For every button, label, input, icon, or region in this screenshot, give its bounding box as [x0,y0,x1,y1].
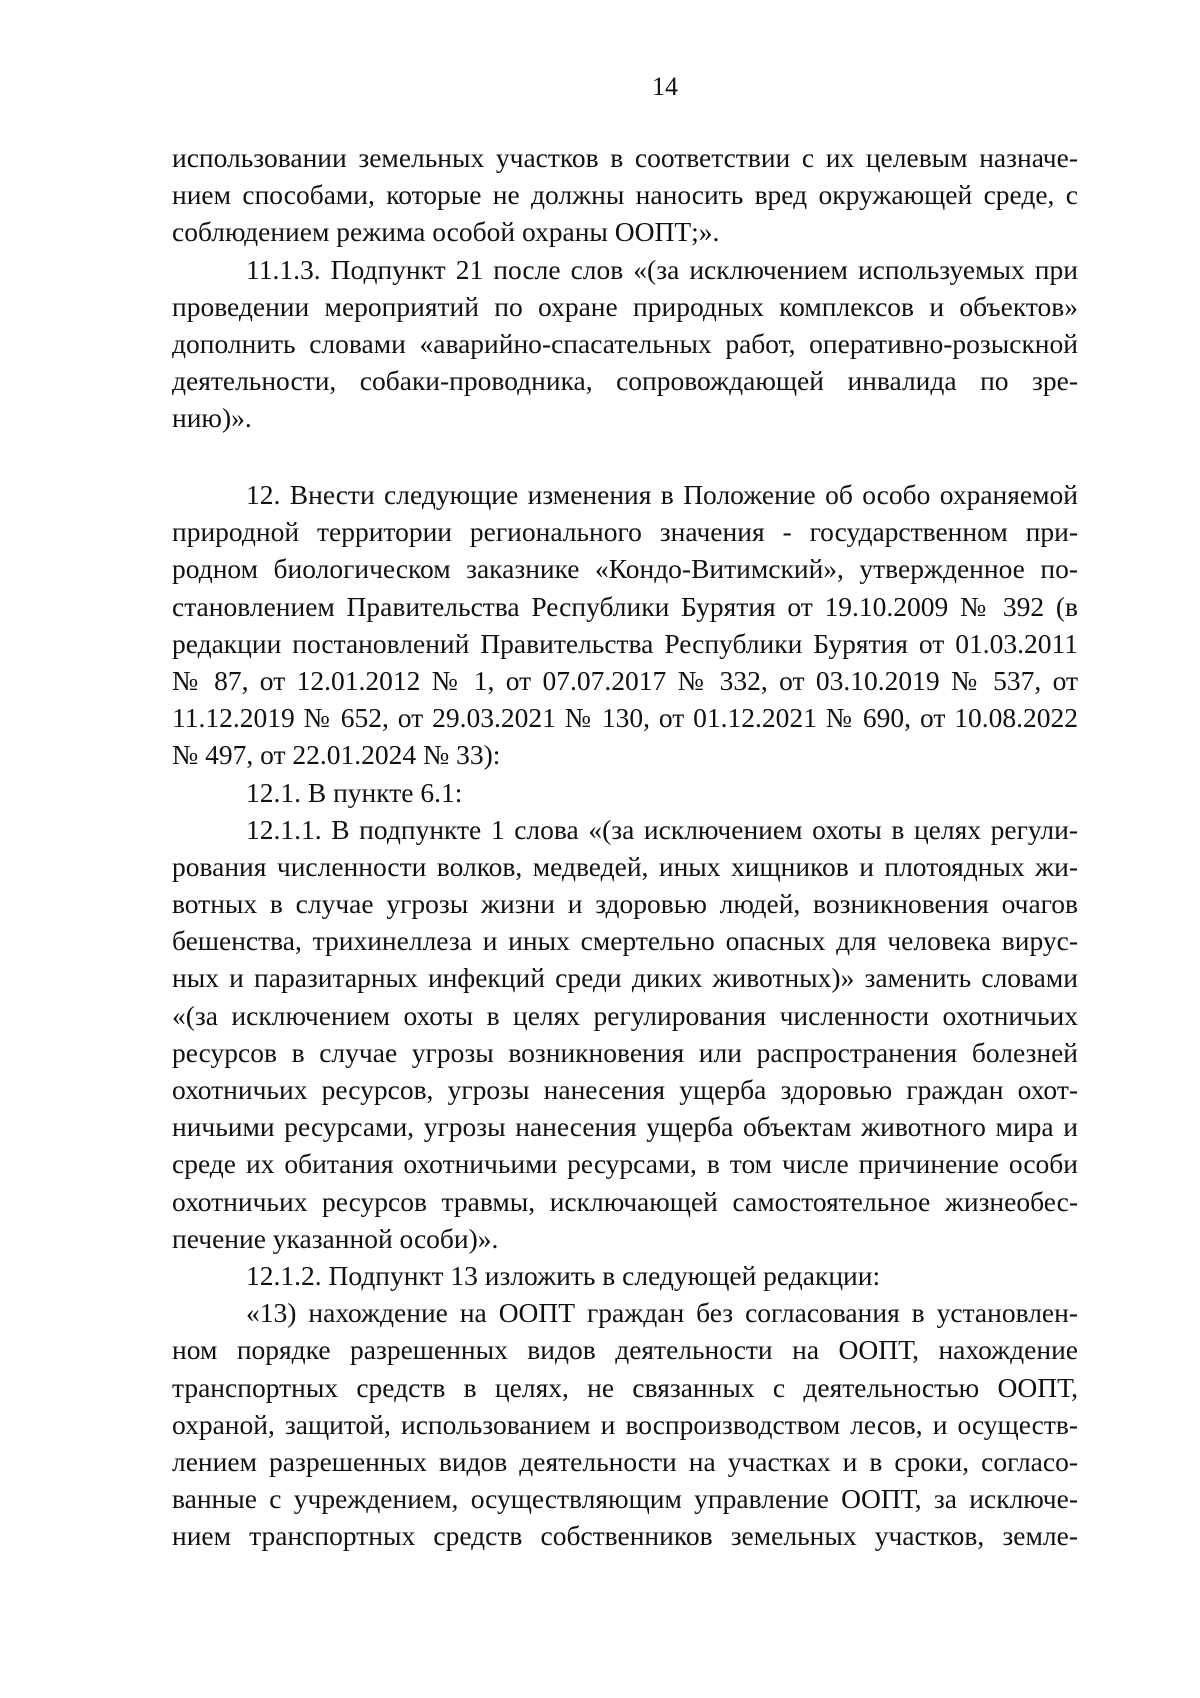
text-block-2 [172,476,1078,1554]
text-line: 12. Внести следующие изменения в Положение об особо охраняемой [246,479,1078,510]
text-line: среде их обитания охотничьими ресурсами, в том числе причинение особи [172,1148,1078,1180]
text-line: нием способами, которые не должны наносить вред окружающей среде, с [172,179,1078,211]
text-line: родном биологическом заказнике «Кондо-Витимский», утвержденное по- [172,553,1078,585]
text-line: 12.1.1. В подпункте 1 слова «(за исключением охоты в целях регули- [246,813,1078,845]
text-line: нию)». [172,402,252,434]
text-line: транспортных средств в целях, не связанных с деятельностью ООПТ, [172,1371,1078,1403]
text-line: 12.1.2. Подпункт 13 изложить в следующей редакции: [246,1259,881,1291]
text-line: охотничьих ресурсов, угрозы нанесения ущерба здоровью граждан охот- [172,1074,1078,1105]
text-line: «(за исключением охоты в целях регулирования численности охотничьих [172,999,1078,1031]
text-line: ном порядке разрешенных видов деятельности на ООПТ, нахождение [172,1334,1078,1366]
text-line: использовании земельных участков в соответствии с их целевым назначе- [172,142,1078,173]
text-line: нием транспортных средств собственников земельных участков, земле- [172,1520,1078,1552]
page-number: 14 [652,72,678,101]
text-line: соблюдением режима особой охраны ООПТ;». [172,216,720,248]
text-line: редакции постановлений Правительства Республики Бурятия от 01.03.2011 [172,627,1078,659]
text-line: вотных в случае угрозы жизни и здоровью людей, возникновения очагов [172,888,1078,920]
text-line: охраной, защитой, использованием и воспроизводством лесов, и осуществ- [172,1408,1078,1440]
text-line: «13) нахождение на ООПТ граждан без согласования в установлен- [246,1297,1078,1329]
text-line: печение указанной особи)». [172,1222,499,1254]
text-line: 11.1.3. Подпункт 21 после слов «(за исключением используемых при [246,253,1078,285]
text-line: природной территории регионального значения - государственном при- [172,516,1078,548]
text-line: рования численности волков, медведей, иных хищников и плотоядных жи- [172,850,1078,882]
text-line: № 87, от 12.01.2012 № 1, от 07.07.2017 № 332, от 03.10.2019 № 537, от [172,664,1078,696]
text-line: бешенства, трихинеллеза и иных смертельно опасных для человека вирус- [172,925,1078,957]
text-line: ничьими ресурсами, угрозы нанесения ущерба объектам животного мира и [172,1111,1078,1143]
text-line: ных и паразитарных инфекций среди диких животных)» заменить словами [172,962,1078,994]
text-line: дополнить словами «аварийно-спасательных работ, оперативно-розыскной [172,327,1078,359]
text-line: 12.1. В пункте 6.1: [246,776,463,808]
text-line: лением разрешенных видов деятельности на участках и в сроки, согласо- [172,1445,1078,1477]
text-block-1 [172,139,1078,437]
text-line: ванные с учреждением, осуществляющим управление ООПТ, за исключе- [172,1483,1078,1515]
text-line: охотничьих ресурсов травмы, исключающей самостоятельное жизнеобес- [172,1185,1078,1217]
text-line: № 497, от 22.01.2024 № 33): [172,739,501,771]
text-line: ресурсов в случае угрозы возникновения или распространения болезней [172,1036,1078,1068]
text-line: деятельности, собаки-проводника, сопровождающей инвалида по зре- [172,365,1078,397]
text-line: проведении мероприятий по охране природных комплексов и объектов» [172,290,1078,322]
text-line: 11.12.2019 № 652, от 29.03.2021 № 130, от 01.12.2021 № 690, от 10.08.2022 [172,702,1078,734]
text-line: становлением Правительства Республики Бурятия от 19.10.2009 № 392 (в [172,590,1078,622]
